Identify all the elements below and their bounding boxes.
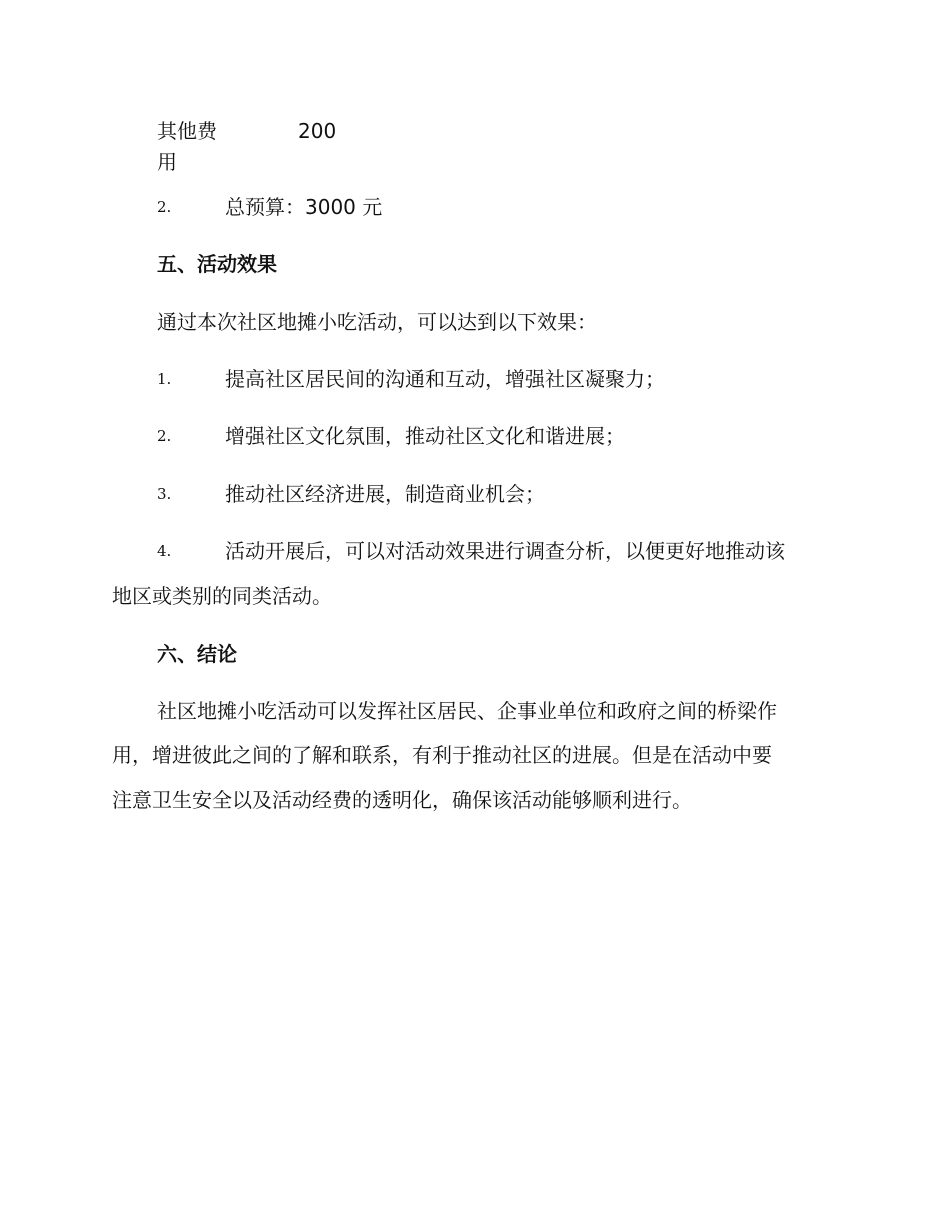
section-heading-conclusion: 六、结论 [157,642,237,666]
effects-intro: 通过本次社区地摊小吃活动，可以达到以下效果： [157,310,597,334]
list-item: 活动开展后，可以对活动效果进行调查分析，以便更好地推动该 [225,539,785,563]
list-number: 1. [157,370,172,388]
list-item-continuation: 地区或类别的同类活动。 [112,584,332,608]
conclusion-paragraph-line: 注意卫生安全以及活动经费的透明化，确保该活动能够顺利进行。 [112,788,692,812]
section-heading-effects: 五、活动效果 [157,252,277,276]
list-item: 提高社区居民间的沟通和互动，增强社区凝聚力； [225,367,665,391]
total-budget: 总预算：3000 元 [225,195,383,219]
list-item: 推动社区经济进展，制造商业机会； [225,482,545,506]
budget-other-label: 其他费 [157,119,217,143]
list-item: 增强社区文化氛围，推动社区文化和谐进展； [225,424,625,448]
list-number: 3. [157,485,172,503]
budget-other-value: 200 [298,119,337,143]
list-number: 4. [157,542,172,560]
conclusion-paragraph-line: 社区地摊小吃活动可以发挥社区居民、企事业单位和政府之间的桥梁作 [157,699,777,723]
list-number: 2. [157,198,172,216]
conclusion-paragraph-line: 用，增进彼此之间的了解和联系，有利于推动社区的进展。但是在活动中要 [112,743,772,767]
list-number: 2. [157,427,172,445]
budget-other-label-cont: 用 [157,150,177,174]
